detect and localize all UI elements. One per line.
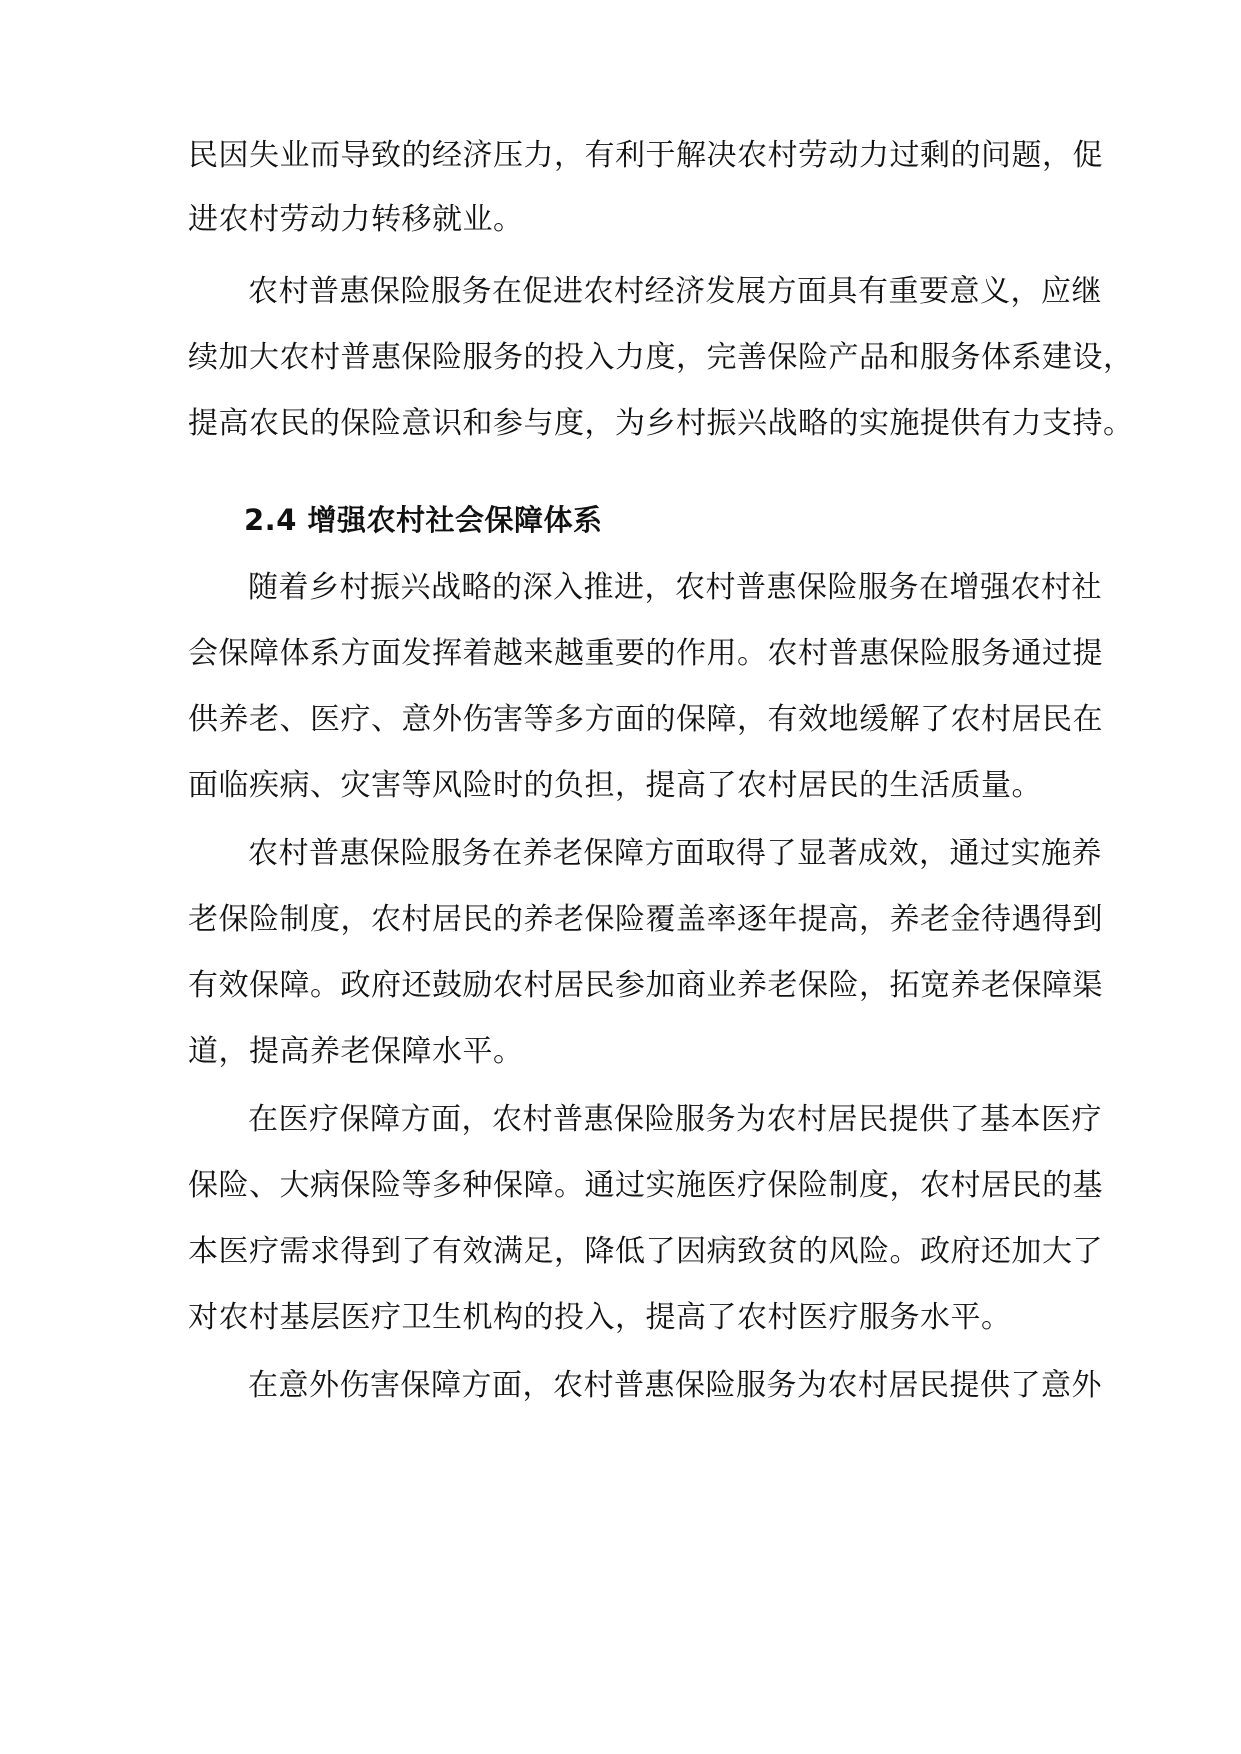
paragraph-line: 在医疗保障方面，农村普惠保险服务为农村居民提供了基本医疗 <box>248 1102 1102 1137</box>
paragraph-line: 供养老、医疗、意外伤害等多方面的保障，有效地缓解了农村居民在 <box>188 702 1103 737</box>
paragraph-line: 面临疾病、灾害等风险时的负担，提高了农村居民的生活质量。 <box>188 768 1042 803</box>
paragraph-line: 提高农民的保险意识和参与度，为乡村振兴战略的实施提供有力支持。 <box>188 406 1134 441</box>
paragraph-line: 保险、大病保险等多种保障。通过实施医疗保险制度，农村居民的基 <box>188 1168 1103 1203</box>
paragraph-line: 民因失业而导致的经济压力，有利于解决农村劳动力过剩的问题，促 <box>188 138 1103 173</box>
paragraph-line: 农村普惠保险服务在促进农村经济发展方面具有重要意义，应继 <box>248 274 1102 309</box>
paragraph-line: 在意外伤害保障方面，农村普惠保险服务为农村居民提供了意外 <box>248 1368 1102 1403</box>
paragraph-line: 道，提高养老保障水平。 <box>188 1034 524 1069</box>
paragraph-line: 农村普惠保险服务在养老保障方面取得了显著成效，通过实施养 <box>248 836 1102 871</box>
paragraph-line: 随着乡村振兴战略的深入推进，农村普惠保险服务在增强农村社 <box>248 570 1102 605</box>
section-heading: 2.4 增强农村社会保障体系 <box>244 503 603 537</box>
paragraph-line: 对农村基层医疗卫生机构的投入，提高了农村医疗服务水平。 <box>188 1300 1012 1335</box>
paragraph-line: 本医疗需求得到了有效满足，降低了因病致贫的风险。政府还加大了 <box>188 1234 1103 1269</box>
paragraph-line: 老保险制度，农村居民的养老保险覆盖率逐年提高，养老金待遇得到 <box>188 902 1103 937</box>
paragraph-line: 进农村劳动力转移就业。 <box>188 202 524 237</box>
paragraph-line: 有效保障。政府还鼓励农村居民参加商业养老保险，拓宽养老保障渠 <box>188 968 1103 1003</box>
paragraph-line: 会保障体系方面发挥着越来越重要的作用。农村普惠保险服务通过提 <box>188 636 1103 671</box>
paragraph-line: 续加大农村普惠保险服务的投入力度，完善保险产品和服务体系建设， <box>188 340 1134 375</box>
